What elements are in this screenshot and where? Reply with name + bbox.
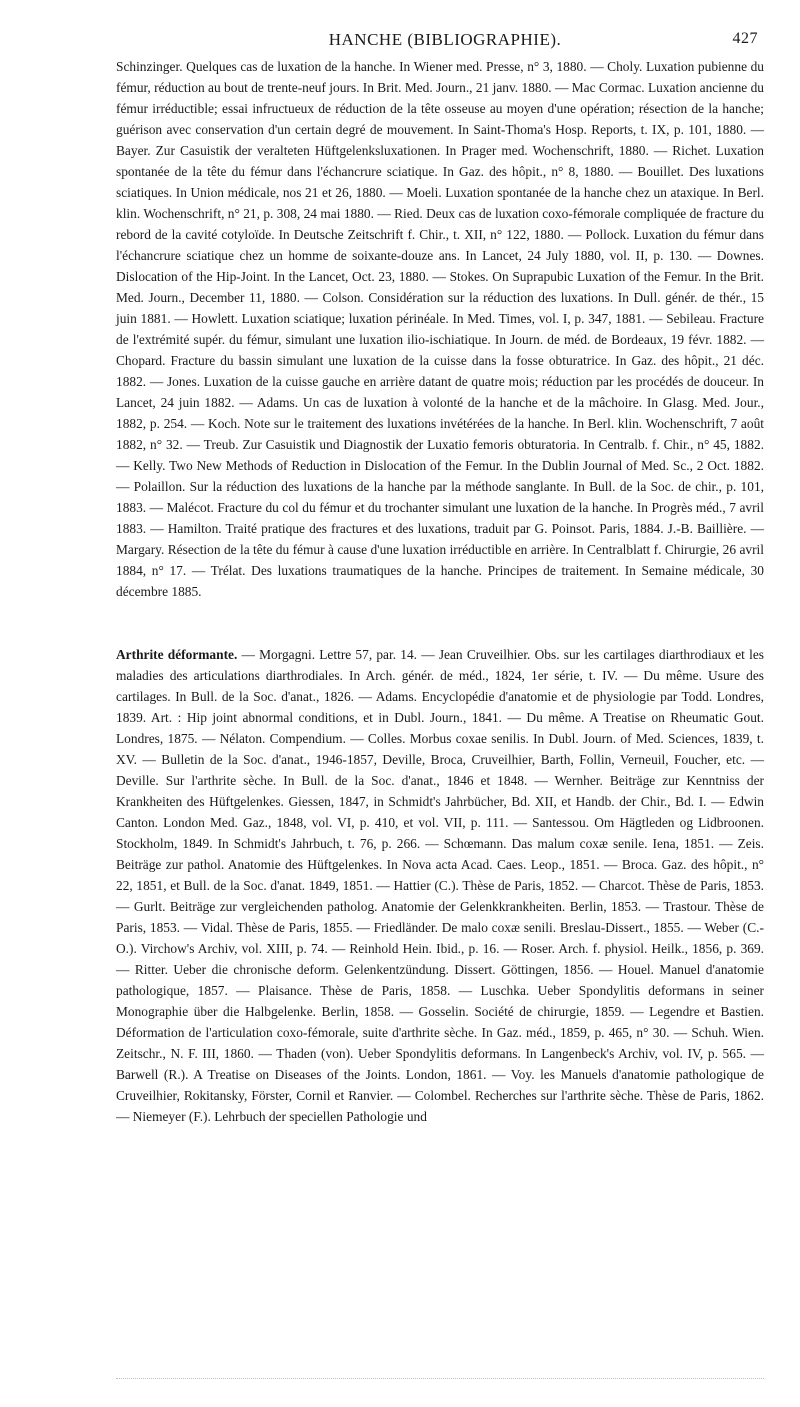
bibliography-paragraph: Schinzinger. Quelques cas de luxation de la hanche. In Wiener med. Presse, n° 3, 1880. — Choly. Luxation pubienne du fémur, réduction au bout de trente-neuf jours. In Brit. Med. Journ., 21 janv. 1880. — Mac Cormac. Luxation ancienne du fémur irréductible; essai infructueux de réduction de la tête osseuse au moyen d'une opération; résection de la hanche; guérison avec conservation d'un certain degré de mouvement. In Saint-Thoma's Hosp. Reports, t. IX, p. 101, 1880. — Bayer. Zur Casuistik der veralteten Hüftgelenksluxationen. In Prager med. Wochenschrift, 1880. — Richet. Luxation spontanée de la tête du fémur dans l'échancrure sciatique. In Gaz. des hôpit., n° 8, 1880. — Bouillet. Des luxations sciatiques. In Union médicale, nos 21 et 26, 1880. — Moeli. Luxation spontanée de la hanche chez un ataxique. In Berl. klin. Wochenschrift, n° 21, p. 308, 24 mai 1880. — Ried. Deux cas de luxation coxo-fémorale compliquée de fracture du rebord de la cavité cotyloïde. In Deutsche Zeitschrift f. Chir., t. XII, n° 122, 1880. — Pollock. Luxation du fémur dans l'échancrure sciatique chez un homme de soixante-douze ans. In Lancet, 24 July 1880, vol. II, p. 130. — Downes. Dislocation of the Hip-Joint. In the Lancet, Oct. 23, 1880. — Stokes. On Suprapubic Luxation of the Femur. In the Brit. Med. Journ., December 11, 1880. — Colson. Considération sur la réduction des luxations. In Dull. génér. de thér., 15 juin 1881. — Howlett. Luxation sciatique; luxation périnéale. In Med. Times, vol. I, p. 347, 1881. — Sebileau. Fracture de l'extrémité supér. du fémur, simulant une luxation ilio-ischiatique. In Journ. de méd. de Bordeaux, 19 févr. 1882. — Chopard. Fracture du bassin simulant une luxation de la cuisse dans la fosse obturatrice. In Gaz. des hôpit., 21 déc. 1882. — Jones. Luxation de la cuisse gauche en arrière datant de quatre mois; réduction par les procédés de douceur. In Lancet, 24 juin 1882. — Adams. Un cas de luxation à volonté de la hanche et de la mâchoire. In Glasg. Med. Jour., 1882, p. 254. — Koch. Note sur le traitement des luxations invétérées de la hanche. In Berl. klin. Wochenschrift, 7 août 1882, n° 32. — Treub. Zur Casuistik und Diagnostik der Luxatio femoris obturatoria. In Centralb. f. Chir., n° 45, 1882. — Kelly. Two New Methods of Reduction in Dislocation of the Femur. In the Dublin Journal of Med. Sc., 2 Oct. 1882. — Polaillon. Sur la réduction des luxations de la hanche par la méthode sanglante. In Bull. de la Soc. de chir., p. 101, 1883. — Malécot. Fracture du col du fémur et du trochanter simulant une luxation de la hanche. In Progrès méd., 7 avril 1883. — Hamilton. Traité pratique des fractures et des luxations, traduit par G. Poinsot. Paris, 1884. J.-B. Baillière. — Margary. Résection de la tête du fémur à cause d'une luxation irréductible en arrière. In Centralblatt f. Chirurgie, 26 avril 1884, n° 17. — Trélat. Des luxations traumatiques de la hanche. Principes de traitement. In Semaine médicale, 30 décembre 1885.	[116, 59, 764, 599]
faint-bottom-line	[116, 1378, 764, 1385]
running-head-title: HANCHE (BIBLIOGRAPHIE).	[328, 30, 562, 49]
section-gap	[116, 602, 764, 644]
bibliography-text: — Morgagni. Lettre 57, par. 14. — Jean Cruveilhier. Obs. sur les cartilages diarthrodiaux et les maladies des articulations diarthrodiales. In Arch. génér. de méd., 1824, 1er série, t. IV. — Du même. Usure des cartilages. In Bull. de la Soc. d'anat., 1826. — Adams. Encyclopédie d'anatomie et de physiologie par Todd. Londres, 1839. Art. : Hip joint abnormal conditions, et in Dubl. Journ., 1841. — Du même. A Treatise on Rheumatic Gout. Londres, 1875. — Nélaton. Compendium. — Colles. Morbus coxae senilis. In Dubl. Journ. of Med. Sciences, 1839, t. XV. — Bulletin de la Soc. d'anat., 1946-1857, Deville, Broca, Cruveilhier, Barth, Follin, Verneuil, Foucher, etc. — Deville. Sur l'arthrite sèche. In Bull. de la Soc. d'anat., 1846 et 1848. — Wernher. Beiträge zur Kenntniss der Krankheiten des Hüftgelenkes. Giessen, 1847, in Schmidt's Jahrbücher, Bd. XII, et Handb. der Chir., Bd. I. — Edwin Canton. London Med. Gaz., 1848, vol. VI, p. 410, et vol. VII, p. 111. — Santessou. Om Hägtleden og Lidbroonen. Stockholm, 1849. In Schmidt's Jahrbuch, t. 76, p. 266. — Schœmann. Das malum coxæ senile. Iena, 1851. — Zeis. Beiträge zur pathol. Anatomie des Hüftgelenkes. In Nova acta Acad. Caes. Leop., 1851. — Broca. Gaz. des hôpit., n° 22, 1851, et Bull. de la Soc. d'anat. 1849, 1851. — Hattier (C.). Thèse de Paris, 1852. — Charcot. Thèse de Paris, 1853. — Gurlt. Beiträge zur vergleichenden patholog. Anatomie der Gelenkkrankheiten. Berlin, 1853. — Trastour. Thèse de Paris, 1853. — Vidal. Thèse de Paris, 1855. — Friedländer. De malo coxæ senili. Breslau-Dissert., 1855. — Weber (C.-O.). Virchow's Archiv, vol. XIII, p. 74. — Reinhold Hein. Ibid., p. 16. — Roser. Arch. f. physiol. Heilk., 1856, p. 369. — Ritter. Ueber die chronische deform. Gelenkentzündung. Dissert. Göttingen, 1856. — Houel. Manuel d'anatomie pathologique, 1857. — Plaisance. Thèse de Paris, 1858. — Luschka. Ueber Spondylitis deformans in seiner Monographie über die Halbgelenke. Berlin, 1858. — Gosselin. Société de chirurgie, 1859. — Legendre et Bastien. Déformation de l'articulation coxo-fémorale, suite d'arthrite sèche. In Gaz. méd., 1859, p. 465, n° 30. — Schuh. Wien. Zeitschr., N. F. III, 1860. — Thaden (von). Ueber Spondylitis deformans. In Langenbeck's Archiv, vol. IV, p. 565. — Barwell (R.). A Treatise on Diseases of the Joints. London, 1861. — Voy. les Manuels d'anatomie pathologique de Cruveilhier, Rokitansky, Förster, Cornil et Ranvier. — Colombel. Recherches sur l'arthrite sèche. Thèse de Paris, 1862. — Niemeyer (F.). Lehrbuch der speciellen Pathologie und	[116, 647, 764, 1124]
bibliography-paragraph	[116, 644, 764, 1127]
page-number: 427	[732, 30, 758, 47]
bibliography-luxations	[116, 56, 764, 602]
section-heading: Arthrite déformante.	[116, 647, 238, 662]
bibliography-arthrite-deformante	[116, 644, 764, 1127]
running-head	[116, 30, 764, 56]
